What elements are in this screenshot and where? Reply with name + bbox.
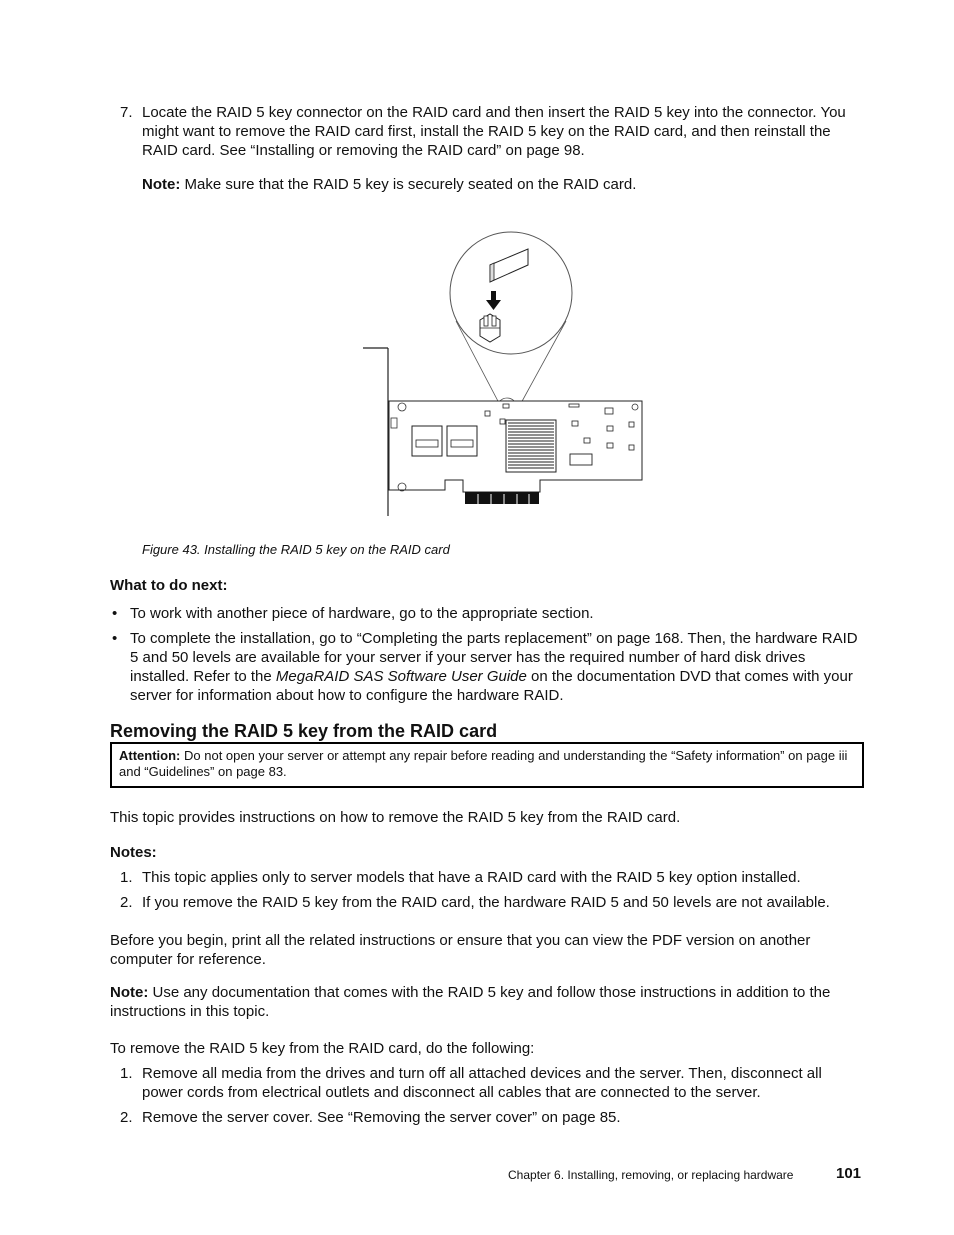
bullet-item — [112, 604, 867, 623]
bullet-item — [112, 629, 867, 705]
note-label: Note: — [142, 176, 181, 193]
section-intro: This topic provides instructions on how to remove the RAID 5 key from the RAID card. — [110, 809, 681, 826]
section-title: Removing the RAID 5 key from the RAID card — [110, 721, 498, 741]
key-connector-icon — [480, 314, 500, 342]
raid-card — [389, 401, 642, 504]
bullet-dot: • — [112, 630, 118, 647]
bullet-text: To work with another piece of hardware, go to the appropriate section. — [130, 605, 594, 622]
note-text: Make sure that the RAID 5 key is securely seated on the RAID card. — [184, 176, 637, 193]
procedure-step: 1. Remove all media from the drives and turn off all attached devices and the server. Then, disconnect all power cords from electrical outlets and disconnect all cables that are connected to the server. — [120, 1065, 822, 1101]
procedure-intro: To remove the RAID 5 key from the RAID card, do the following: — [110, 1040, 535, 1057]
before-you-begin: Before you begin, print all the related instructions or ensure that you can view the PDF version on another computer for reference. — [110, 932, 811, 968]
notes-heading: Notes: — [110, 844, 157, 861]
attention-box — [110, 742, 864, 788]
attention-label: Attention: — [119, 748, 181, 763]
note-label: Note: — [110, 984, 149, 1001]
raid-5-key-install-illustration — [360, 228, 650, 520]
step-7 — [120, 103, 865, 160]
what-next-heading: What to do next: — [110, 577, 228, 594]
step-text: Locate the RAID 5 key connector on the RAID card and then insert the RAID 5 key into the connector. You might want to remove the RAID card first, install the RAID 5 key on the RAID card, and then reinstall the RAID card. See “Installing or removing the RAID card” on page 98. — [142, 104, 846, 159]
attention-text: Do not open your server or attempt any repair before reading and understanding the “Safety information” on page iii and “Guidelines” on page 83. — [119, 748, 848, 779]
footer-chapter: Chapter 6. Installing, removing, or replacing hardware — [508, 1168, 794, 1182]
note-item: 2. If you remove the RAID 5 key from the RAID card, the hardware RAID 5 and 50 levels are not available. — [120, 894, 830, 911]
step-7-note — [142, 175, 862, 194]
section-note — [110, 983, 865, 1021]
guide-title: MegaRAID SAS Software User Guide — [275, 668, 527, 685]
page-number: 101 — [836, 1165, 862, 1182]
bullet-dot: • — [112, 605, 118, 622]
card-bracket — [363, 348, 388, 516]
note-text: Use any documentation that comes with the RAID 5 key and follow those instructions in addition to the instructions in this topic. — [110, 984, 831, 1020]
procedure-step: 2. Remove the server cover. See “Removing the server cover” on page 85. — [120, 1109, 621, 1126]
figure-caption: Figure 43. Installing the RAID 5 key on the RAID card — [142, 542, 450, 557]
bullet-text: To complete the installation, go to “Completing the parts replacement” on page 168. Then, the hardware RAID 5 and 50 levels are available for your server if your server has the required number of hard disk drives installed. Refer to the MegaRAID SAS Software User Guide on the documentation DVD that comes with your server for information about how to configure the hardware RAID. — [130, 630, 858, 704]
note-item: 1. This topic applies only to server models that have a RAID card with the RAID 5 key option installed. — [120, 869, 801, 886]
step-number: 7. — [120, 104, 133, 121]
